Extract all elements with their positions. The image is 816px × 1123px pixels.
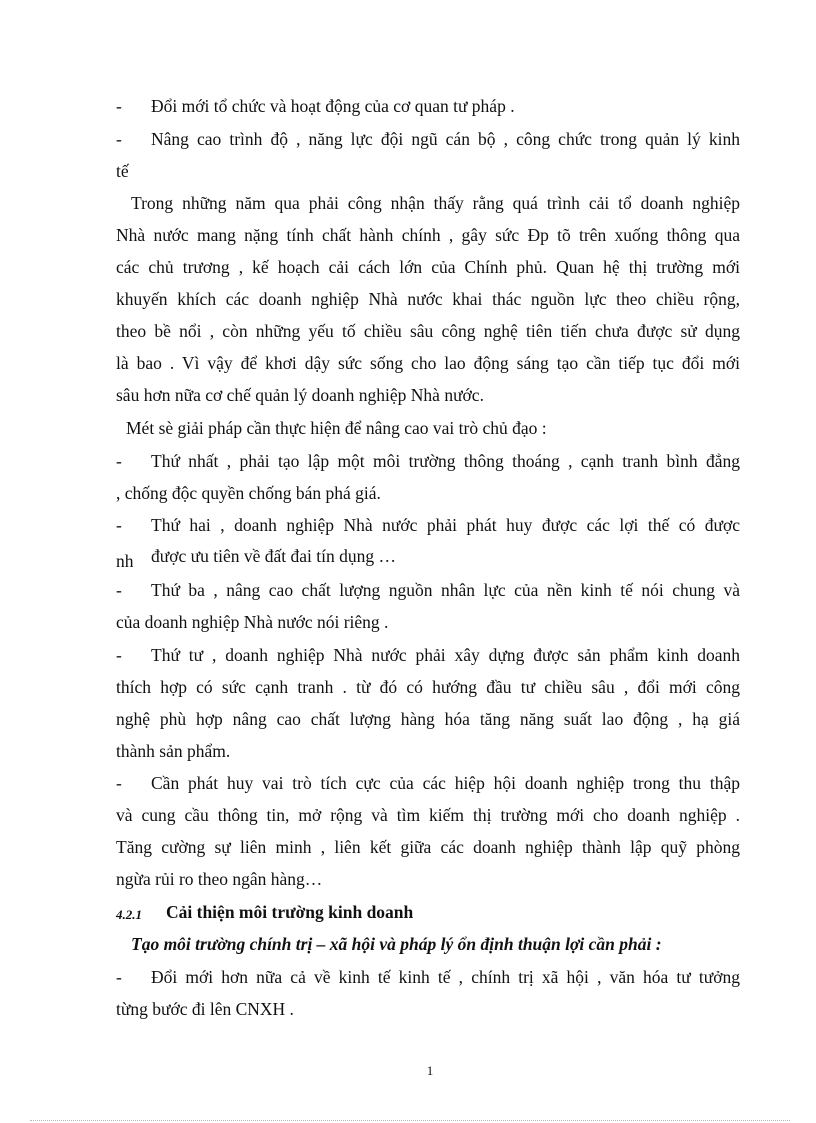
bullet-text: Thứ nhất , phải tạo lập một môi trường thông thoáng , cạnh tranh bình đẳng — [151, 451, 740, 471]
bullet-text: Cần phát huy vai trò tích cực của các hiệp hội doanh nghiệp trong thu thập — [151, 773, 740, 793]
bullet-text: Đổi mới tổ chức và hoạt động của cơ quan tư pháp . — [151, 96, 515, 116]
bullet-text-fragment: nh — [116, 551, 134, 571]
bullet-text-cont: của doanh nghiệp Nhà nước nói riêng . — [116, 612, 389, 632]
bullet-dash: - — [116, 645, 122, 665]
bullet-text: Thứ tư , doanh nghiệp Nhà nước phải xây dựng được sản phẩm kinh doanh — [151, 645, 740, 665]
bullet-text-cont: từng bước đi lên CNXH . — [116, 999, 294, 1019]
bullet-text: Thứ hai , doanh nghiệp Nhà nước phải phát huy được các lợi thế có được — [151, 515, 740, 535]
bullet-dash: - — [116, 580, 122, 600]
section-title: Cải thiện môi trường kinh doanh — [166, 902, 414, 922]
bullet-dash: - — [116, 773, 122, 793]
bullet-dash: - — [116, 96, 122, 116]
bullet-text-cont: thích hợp có sức cạnh tranh . từ đó có hướng đầu tư chiều sâu , đổi mới công — [116, 677, 740, 697]
bullet-text: Nâng cao trình độ , năng lực đội ngũ cán bộ , công chức trong quản lý kinh — [151, 129, 740, 149]
paragraph-line: là bao . Vì vậy để khơi dậy sức sống cho lao động sáng tạo cần tiếp tục đổi mới — [116, 353, 740, 373]
bullet-text-cont: và cung cầu thông tin, mở rộng và tìm kiếm thị trường mới cho doanh nghiệp . — [116, 805, 740, 825]
bullet-dash: - — [116, 129, 122, 149]
bullet-text-cont: được ưu tiên về đất đai tín dụng … — [151, 546, 396, 566]
paragraph-line: Nhà nước mang nặng tính chất hành chính , gây sức Ðp tõ trên xuống thông qua — [116, 225, 740, 245]
bullet-text-cont: nghệ phù hợp nâng cao chất lượng hàng hóa tăng năng suất lao động , hạ giá — [116, 709, 740, 729]
section-subtitle: Tạo môi trường chính trị – xã hội và pháp lý ổn định thuận lợi cần phải : — [131, 934, 662, 954]
bullet-text-cont: Tăng cường sự liên minh , liên kết giữa các doanh nghiệp thành lập quỹ phòng — [116, 837, 740, 857]
bullet-dash: - — [116, 515, 122, 535]
bullet-text-cont: ngừa rủi ro theo ngân hàng… — [116, 869, 323, 889]
bullet-text-cont: , chống độc quyền chống bán phá giá. — [116, 483, 381, 503]
section-number: 4.2.1 — [116, 907, 142, 922]
page-number: 1 — [426, 1063, 434, 1078]
bullet-text: Đổi mới hơn nữa cả về kinh tế kinh tế , chính trị xã hội , văn hóa tư tưởng — [151, 967, 740, 987]
paragraph-line: sâu hơn nữa cơ chế quản lý doanh nghiệp Nhà nước. — [116, 385, 484, 405]
paragraph-line: khuyến khích các doanh nghiệp Nhà nước khai thác nguồn lực theo chiều rộng, — [116, 289, 740, 309]
bullet-dash: - — [116, 451, 122, 471]
paragraph-line: các chủ trương , kế hoạch cải cách lớn của Chính phủ. Quan hệ thị trường mới — [116, 257, 740, 277]
footer-divider — [30, 1120, 790, 1121]
bullet-text-cont: tế — [116, 161, 129, 181]
bullet-dash: - — [116, 967, 122, 987]
bullet-text: Thứ ba , nâng cao chất lượng nguồn nhân lực của nền kinh tế nói chung và — [151, 580, 740, 600]
paragraph-line: theo bề nổi , còn những yếu tố chiều sâu công nghệ tiên tiến chưa được sử dụng — [116, 321, 740, 341]
paragraph-line: Trong những năm qua phải công nhận thấy rằng quá trình cải tổ doanh nghiệp — [131, 193, 740, 213]
solutions-intro: Mét sè giải pháp cần thực hiện để nâng cao vai trò chủ đạo : — [126, 418, 547, 438]
bullet-text-cont: thành sản phẩm. — [116, 741, 231, 761]
